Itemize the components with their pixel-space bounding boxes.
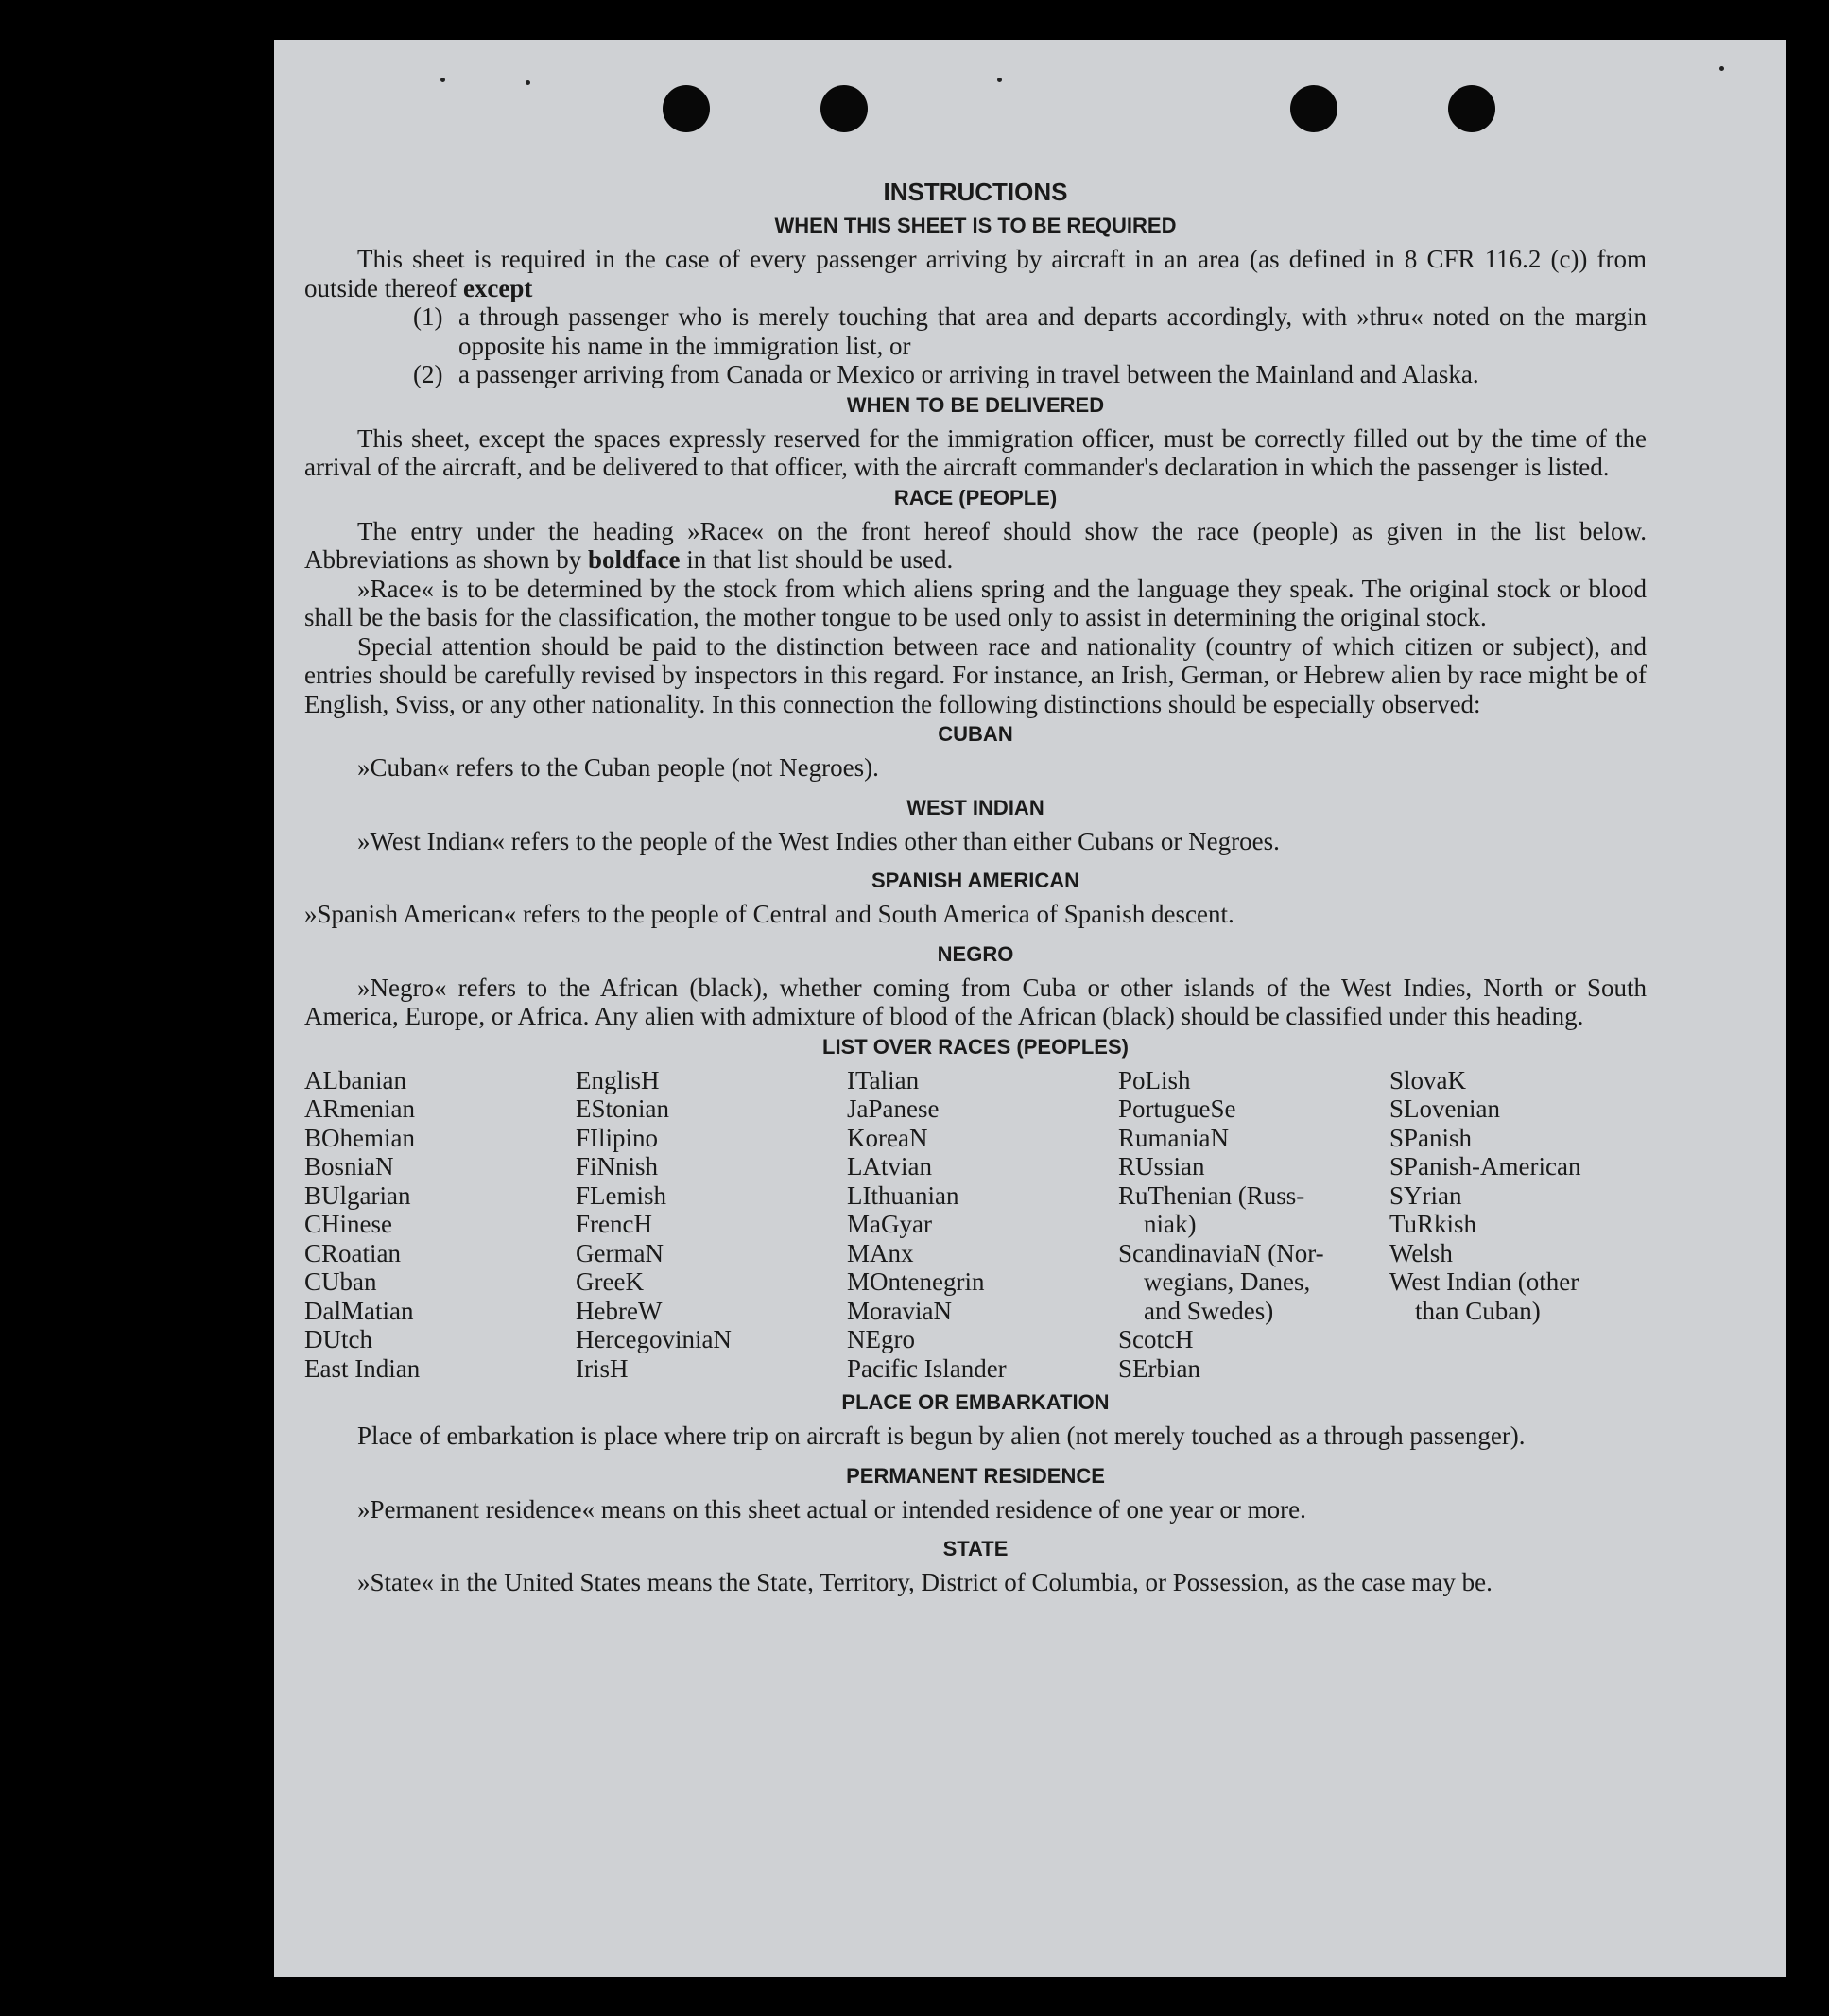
race-item: GreeK	[576, 1267, 644, 1296]
race-item: FiNnish	[576, 1152, 659, 1180]
exception-item-2	[413, 360, 1647, 389]
race-item: ALbanian	[304, 1065, 406, 1094]
race-item: HebreW	[576, 1296, 663, 1325]
punch-hole	[820, 85, 868, 132]
paragraph-negro: »Negro« refers to the African (black), whether coming from Cuba or other islands of the West Indies, North or South America, Europe, or Africa. Any alien with admixture of blood of the African (black) should be classified under this heading.	[304, 973, 1647, 1030]
item-number: (2)	[413, 360, 443, 388]
race-column-2	[576, 1066, 847, 1384]
race-item: DalMatian	[304, 1296, 414, 1325]
paragraph-race-3: Special attention should be paid to the distinction between race and nationality (country of which citizen or subject), and entries should be carefully revised by inspectors in this regard. For instance, an Irish, German, or Hebrew alien by race might be of English, Sviss, or any other nationality. In this connection the following distinctions should be especially observed:	[304, 631, 1647, 718]
paragraph-spanish-american: »Spanish American« refers to the people of Central and South America of Spanish descent.	[304, 900, 1234, 928]
race-item: ARmenian	[304, 1094, 415, 1123]
race-item: West Indian (other	[1389, 1267, 1579, 1296]
race-item: MaGyar	[847, 1210, 932, 1238]
race-column-1	[304, 1066, 576, 1384]
dust-speck	[440, 78, 445, 82]
punch-hole	[1448, 85, 1495, 132]
paragraph-state: »State« in the United States means the State, Territory, District of Columbia, or Possession, as the case may be.	[357, 1568, 1493, 1596]
instructions-content	[304, 176, 1647, 1597]
race-item: MoraviaN	[847, 1296, 952, 1325]
race-item: LAtvian	[847, 1152, 932, 1180]
race-item: SLovenian	[1389, 1094, 1500, 1123]
dust-speck	[1719, 66, 1724, 71]
race-item: CUban	[304, 1267, 377, 1296]
race-item: MAnx	[847, 1238, 914, 1267]
race-item: Pacific Islander	[847, 1353, 1007, 1383]
heading-west-indian: WEST INDIAN	[906, 795, 1044, 819]
paragraph-cuban: »Cuban« refers to the Cuban people (not Negroes).	[357, 753, 879, 782]
item-number: (1)	[413, 302, 443, 331]
race-column-4	[1118, 1066, 1389, 1384]
race-item: SErbian	[1118, 1353, 1200, 1383]
race-item: TuRkish	[1389, 1210, 1477, 1238]
paragraph-permanent-residence: »Permanent residence« means on this sheet actual or intended residence of one year or more.	[357, 1494, 1306, 1524]
race-item: HercegoviniaN	[576, 1325, 732, 1353]
race-item: FIlipino	[576, 1123, 659, 1152]
race-item: ITalian	[847, 1065, 920, 1094]
race-item: DUtch	[304, 1325, 372, 1353]
race-column-5	[1389, 1066, 1647, 1384]
race-item: SPanish-American	[1389, 1152, 1581, 1180]
paragraph-embarkation: Place of embarkation is place where trip on aircraft is begun by alien (not merely touched as a through passenger).	[357, 1422, 1526, 1450]
bold-text: except	[462, 273, 533, 302]
race-item-continued: wegians, Danes,	[1144, 1267, 1311, 1296]
race-item: ScandinaviaN (Nor-	[1118, 1238, 1324, 1267]
text: This sheet is required in the case of every passenger arriving by aircraft in an area (as defined in 8 CFR 116.2 (c)) from outside thereof	[304, 245, 1647, 302]
punch-hole	[663, 85, 710, 132]
race-item: PortugueSe	[1118, 1094, 1236, 1123]
race-item: EnglisH	[576, 1065, 660, 1094]
race-item-continued: than Cuban)	[1415, 1296, 1541, 1325]
heading-when-required: WHEN THIS SHEET IS TO BE REQUIRED	[774, 214, 1177, 237]
race-item: Welsh	[1389, 1238, 1453, 1267]
race-item: KoreaN	[847, 1123, 928, 1152]
race-item: ScotcH	[1118, 1325, 1194, 1353]
race-item: BosniaN	[304, 1152, 394, 1180]
race-item-continued: and Swedes)	[1144, 1296, 1274, 1325]
heading-race-list: LIST OVER RACES (PEOPLES)	[822, 1034, 1129, 1059]
race-item: RumaniaN	[1118, 1123, 1229, 1152]
race-item-continued: niak)	[1144, 1210, 1197, 1238]
heading-race: RACE (PEOPLE)	[893, 485, 1058, 509]
heading-spanish-american: SPANISH AMERICAN	[871, 869, 1079, 892]
race-item: IrisH	[576, 1353, 629, 1383]
item-text: a passenger arriving from Canada or Mexico or arriving in travel between the Mainland and Alaska.	[458, 360, 1479, 388]
item-text: a through passenger who is merely touching that area and departs accordingly, with »thru« noted on the margin opposite his name in the immigration list, or	[458, 302, 1647, 360]
race-item: FrencH	[576, 1210, 652, 1238]
paragraph-when-required	[304, 245, 1647, 302]
race-list	[304, 1066, 1647, 1384]
heading-negro: NEGRO	[937, 941, 1014, 966]
heading-permanent-residence: PERMANENT RESIDENCE	[846, 1463, 1105, 1488]
text: The entry under the heading »Race« on the front hereof should show the race (people) as given in the list below. Abbreviations as shown by	[304, 516, 1647, 574]
paragraph-race-2: »Race« is to be determined by the stock from which aliens spring and the language they speak. The original stock or blood shall be the basis for the classification, the mother tongue to be used only to assist in determining the original stock.	[304, 574, 1647, 631]
exception-item-1	[413, 302, 1647, 360]
race-item: SPanish	[1389, 1123, 1473, 1152]
paragraph-when-delivered: This sheet, except the spaces expressly reserved for the immigration officer, must be correctly filled out by the time of the arrival of the aircraft, and be delivered to that officer, with the aircraft commander's declaration in which the passenger is listed.	[304, 423, 1647, 481]
heading-embarkation: PLACE OR EMBARKATION	[841, 1390, 1110, 1414]
race-item: GermaN	[576, 1238, 664, 1267]
bold-text: boldface	[587, 545, 681, 574]
page-title: INSTRUCTIONS	[883, 178, 1068, 206]
dust-speck	[997, 78, 1002, 82]
race-item: CRoatian	[304, 1238, 401, 1267]
race-item: SlovaK	[1389, 1065, 1466, 1094]
heading-state: STATE	[942, 1537, 1009, 1560]
text: in that list should be used.	[680, 545, 954, 574]
race-item: JaPanese	[847, 1094, 940, 1123]
heading-when-delivered: WHEN TO BE DELIVERED	[846, 392, 1105, 417]
race-item: PoLish	[1118, 1065, 1191, 1094]
race-item: FLemish	[576, 1180, 667, 1210]
dust-speck	[526, 80, 530, 85]
race-item: RUssian	[1118, 1152, 1205, 1180]
race-item: SYrian	[1389, 1180, 1462, 1210]
race-item: NEgro	[847, 1325, 915, 1353]
heading-cuban: CUBAN	[938, 722, 1013, 746]
instruction-sheet	[274, 40, 1786, 1977]
paragraph-race-1	[304, 517, 1647, 575]
race-item: East Indian	[304, 1353, 421, 1383]
race-item: RuThenian (Russ-	[1118, 1180, 1305, 1210]
race-item: EStonian	[576, 1094, 669, 1123]
race-item: BUlgarian	[304, 1180, 411, 1210]
paragraph-west-indian: »West Indian« refers to the people of the West Indies other than either Cubans or Negroes.	[357, 826, 1280, 855]
race-item: CHinese	[304, 1210, 392, 1238]
race-item: MOntenegrin	[847, 1267, 985, 1296]
race-item: LIthuanian	[847, 1180, 959, 1210]
race-item: BOhemian	[304, 1123, 415, 1152]
punch-hole	[1290, 85, 1337, 132]
race-column-3	[847, 1066, 1118, 1384]
